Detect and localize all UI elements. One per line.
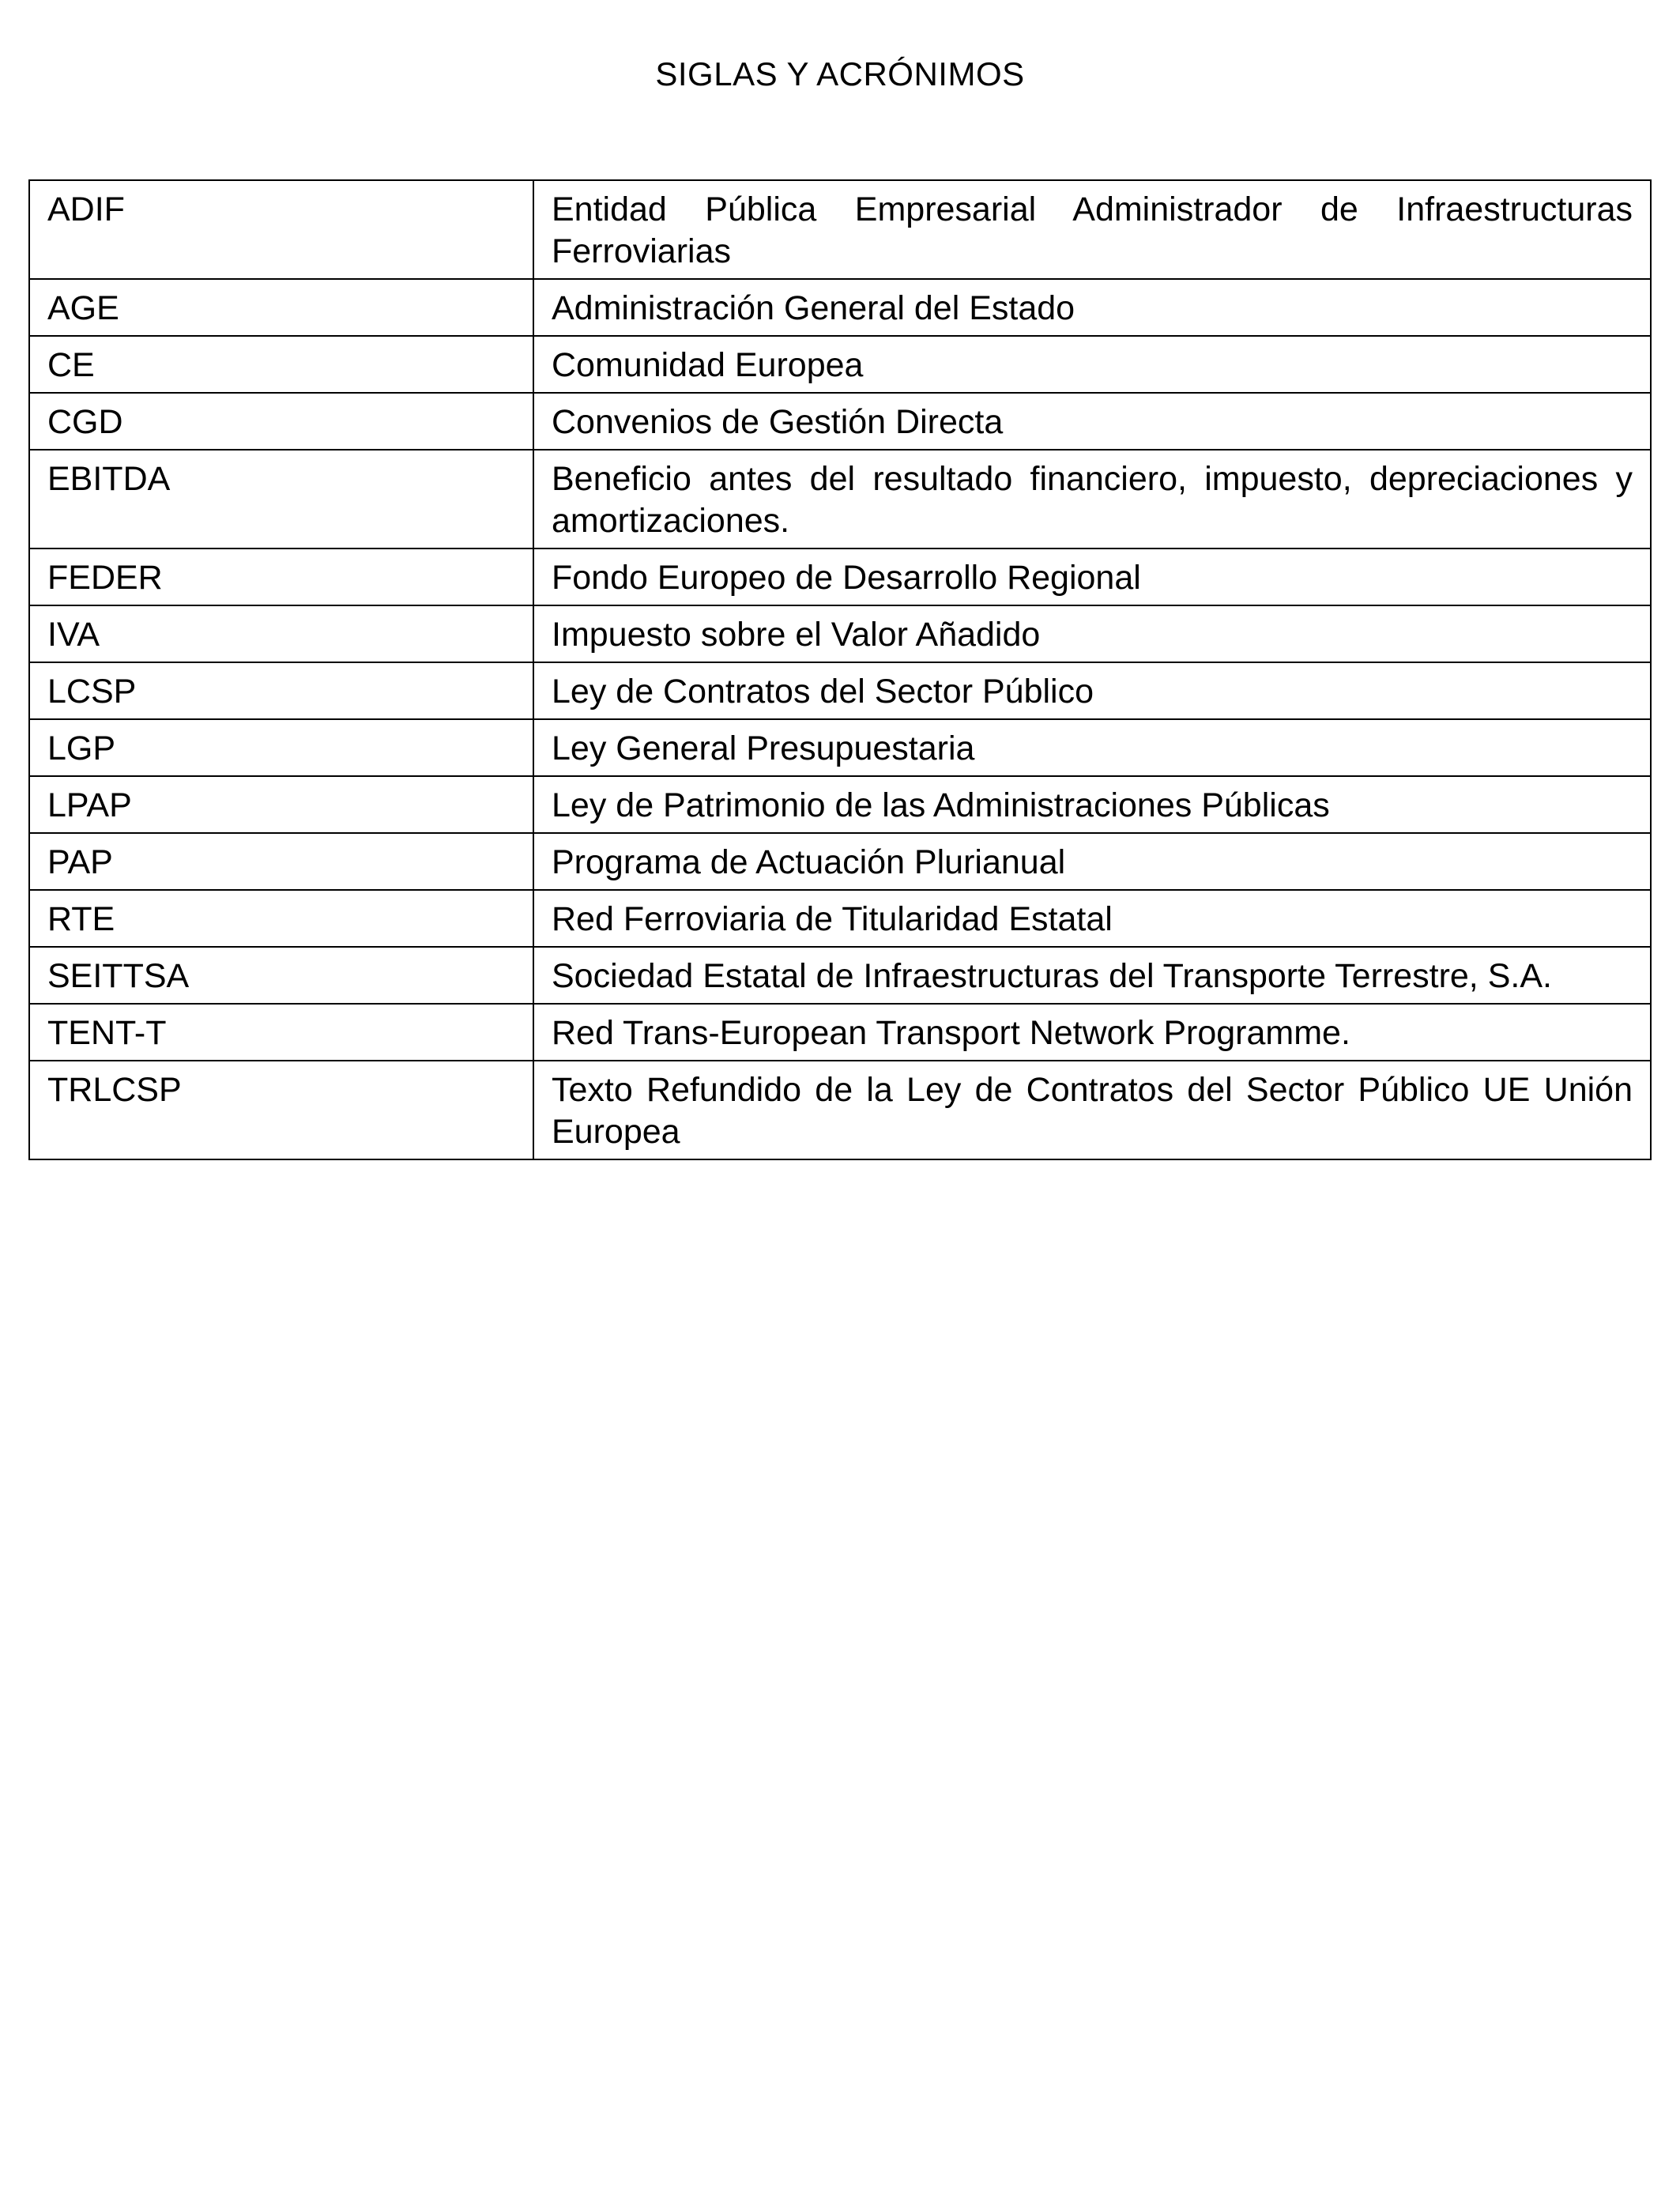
table-row <box>29 605 1651 662</box>
definition-cell: Red Ferroviaria de Titularidad Estatal <box>533 890 1651 947</box>
definition-cell: Programa de Actuación Plurianual <box>533 833 1651 890</box>
table-row <box>29 180 1651 279</box>
table-row <box>29 719 1651 776</box>
acronym-cell: RTE <box>29 890 533 947</box>
acronym-cell: SEITTSA <box>29 947 533 1004</box>
acronym-cell: TRLCSP <box>29 1061 533 1159</box>
definition-cell: Impuesto sobre el Valor Añadido <box>533 605 1651 662</box>
table-row <box>29 833 1651 890</box>
definition-cell: Sociedad Estatal de Infraestructuras del Transporte Terrestre, S.A. <box>533 947 1651 1004</box>
definition-cell: Ley General Presupuestaria <box>533 719 1651 776</box>
acronym-cell: CE <box>29 336 533 393</box>
definition-cell: Comunidad Europea <box>533 336 1651 393</box>
acronym-cell: TENT-T <box>29 1004 533 1061</box>
acronym-cell: IVA <box>29 605 533 662</box>
table-row <box>29 393 1651 450</box>
definition-cell: Entidad Pública Empresarial Administrador de Infraestructuras Ferroviarias <box>533 180 1651 279</box>
table-row <box>29 1004 1651 1061</box>
acronym-cell: LGP <box>29 719 533 776</box>
table-row <box>29 662 1651 719</box>
acronym-cell: PAP <box>29 833 533 890</box>
table-row <box>29 279 1651 336</box>
acronym-cell: CGD <box>29 393 533 450</box>
table-row <box>29 336 1651 393</box>
acronym-cell: LCSP <box>29 662 533 719</box>
definition-cell: Convenios de Gestión Directa <box>533 393 1651 450</box>
definition-cell: Ley de Patrimonio de las Administraciones Públicas <box>533 776 1651 833</box>
acronym-table <box>28 179 1652 1160</box>
acronym-cell: ADIF <box>29 180 533 279</box>
table-row <box>29 450 1651 548</box>
table-row <box>29 890 1651 947</box>
acronym-cell: LPAP <box>29 776 533 833</box>
acronym-cell: FEDER <box>29 548 533 605</box>
definition-cell: Fondo Europeo de Desarrollo Regional <box>533 548 1651 605</box>
definition-cell: Ley de Contratos del Sector Público <box>533 662 1651 719</box>
definition-cell: Red Trans-European Transport Network Programme. <box>533 1004 1651 1061</box>
table-row <box>29 776 1651 833</box>
page-title: SIGLAS Y ACRÓNIMOS <box>655 55 1025 92</box>
acronym-cell: AGE <box>29 279 533 336</box>
definition-cell: Texto Refundido de la Ley de Contratos del Sector Público UE Unión Europea <box>533 1061 1651 1159</box>
definition-cell: Administración General del Estado <box>533 279 1651 336</box>
definition-cell: Beneficio antes del resultado financiero, impuesto, depreciaciones y amortizaciones. <box>533 450 1651 548</box>
table-row <box>29 947 1651 1004</box>
table-row <box>29 1061 1651 1159</box>
acronym-cell: EBITDA <box>29 450 533 548</box>
table-row <box>29 548 1651 605</box>
